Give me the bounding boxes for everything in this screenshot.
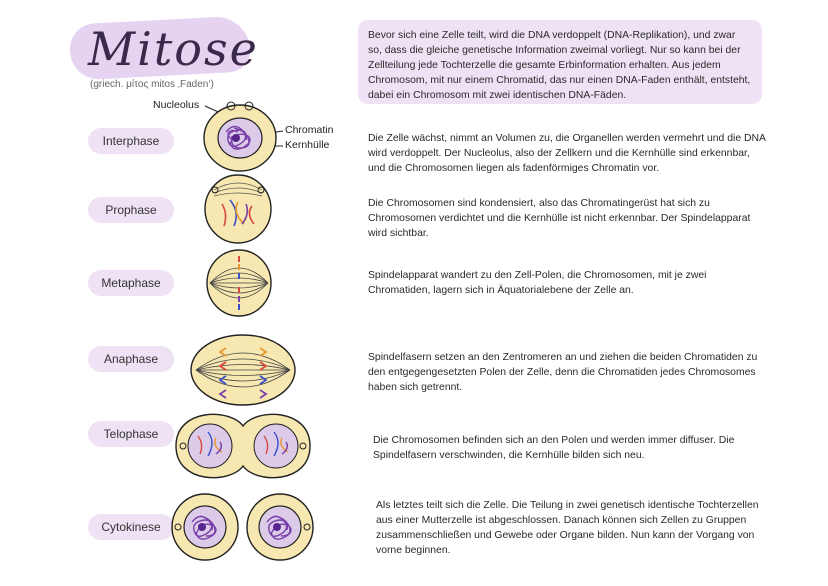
desc-cytokinese: Als letztes teilt sich die Zelle. Die Teilung in zwei genetisch identische Tochterzellen aus einer Mutterzelle ist abgeschlossen. Danach können sich Zellen zu Gruppen zusammenschließen und Gewebe oder Organe bilden. Nun kann der Vorgang von vorne beginnen.: [376, 500, 759, 556]
cell-cytokinese-left: [172, 494, 238, 560]
phase-label-metaphase: Metaphase: [88, 270, 174, 296]
cell-telophase: [176, 414, 310, 477]
cell-cytokinese-right: [247, 494, 313, 560]
desc-anaphase: Spindelfasern setzen an den Zentromeren an und ziehen die beiden Chromatiden zu den entgegengesetzten Polen der Zelle, denn die Chromatiden jedes Chromosomes haben sich getrennt.: [368, 352, 758, 393]
desc-interphase: Die Zelle wächst, nimmt an Volumen zu, die Organellen werden vermehrt und die DNA wird verdoppelt. Der Nucleolus, also der Zellkern und die Kernhülle sind erkennbar, und die Chromosomen liegen als fadenförmiges Chromatin vor.: [368, 133, 766, 174]
phase-label-anaphase: Anaphase: [88, 346, 174, 372]
phase-label-interphase: Interphase: [88, 128, 174, 154]
cell-interphase: [204, 102, 276, 171]
desc-metaphase: Spindelapparat wandert zu den Zell-Polen, die Chromosomen, mit je zwei Chromatiden, lagern sich in Äquatorialebene der Zelle an.: [368, 270, 707, 296]
page-title: Mitose: [88, 22, 259, 76]
cell-prophase: [205, 175, 271, 243]
label-kernhuelle: Kernhülle: [285, 139, 330, 151]
label-chromatin: Chromatin: [285, 124, 334, 136]
desc-telophase: Die Chromosomen befinden sich an den Polen und werden immer diffuser. Die Spindelfasern verschwinden, die Kernhülle bilden sich neu.: [373, 435, 735, 461]
subtitle: (griech. μίτος mitos ‚Faden‘): [90, 79, 214, 90]
cell-anaphase: [191, 335, 295, 405]
phase-label-telophase: Telophase: [88, 421, 174, 447]
phase-label-prophase: Prophase: [88, 197, 174, 223]
intro-box: Bevor sich eine Zelle teilt, wird die DNA verdoppelt (DNA-Replikation), und zwar so, dass die gleiche genetische Information zweimal vorliegt. Nur so kann bei der Zellteilung jede Tochterzelle die gesamte Erbinformation erhalten. Aus jedem Chromosom, mit nur einem Chromatid, das nur einen DNA-Faden enthält, entsteht, dabei ein Chromosom mit zwei identischen DNA-Fäden.: [358, 20, 762, 104]
desc-prophase: Die Chromosomen sind kondensiert, also das Chromatingerüst hat sich zu Chromosomen verdichtet und die Kernhülle ist nicht erkennbar. Der Spindelapparat wird sichtbar.: [368, 198, 751, 239]
cell-metaphase: [207, 250, 271, 316]
phase-label-cytokinese: Cytokinese: [88, 514, 174, 540]
label-nucleolus: Nucleolus: [153, 99, 200, 111]
